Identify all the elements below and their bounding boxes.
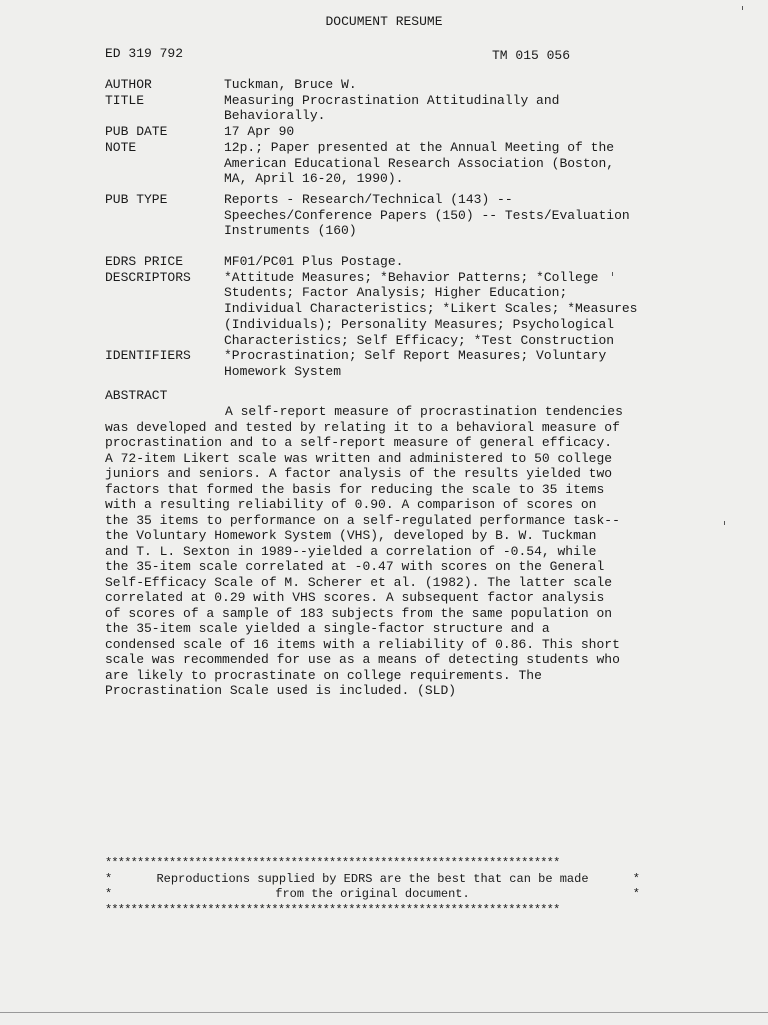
field-label: AUTHOR — [105, 77, 152, 92]
reproduction-notice — [105, 856, 640, 918]
field-value: Reports - Research/Technical (143) -- Speeches/Conference Papers (150) -- Tests/Evaluation Instruments (160) — [224, 191, 630, 239]
field-label: TITLE — [105, 92, 145, 108]
field-value: Tuckman, Bruce W. — [224, 77, 357, 92]
tm-number: TM 015 056 — [492, 48, 571, 63]
notice-line-1: Reproductions supplied by EDRS are the best that can be made — [156, 871, 589, 886]
metadata-fields — [105, 77, 645, 380]
notice-star: * — [632, 887, 640, 901]
field-label: EDRS PRICE — [105, 254, 184, 270]
field-label: DESCRIPTORS — [105, 269, 191, 285]
field-edrs-price — [105, 254, 645, 270]
field-label: IDENTIFIERS — [105, 348, 191, 364]
field-title — [105, 93, 645, 124]
field-label: NOTE — [105, 139, 137, 155]
scan-bottom-edge — [0, 1012, 768, 1025]
field-note — [105, 140, 645, 187]
field-label: PUB DATE — [105, 124, 168, 140]
notice-star: * — [105, 871, 113, 886]
notice-border-top: *********************************************************************** — [105, 856, 560, 870]
notice-border-bottom: *********************************************************************** — [105, 902, 560, 917]
scan-mark — [742, 6, 743, 10]
abstract-label: ABSTRACT — [105, 388, 168, 403]
notice-line — [105, 872, 640, 888]
field-pub-date — [105, 124, 645, 140]
ed-number: ED 319 792 — [105, 46, 184, 61]
scan-mark — [724, 521, 725, 525]
field-value: MF01/PC01 Plus Postage. — [224, 254, 404, 270]
field-pub-type — [105, 192, 645, 239]
field-value: *Attitude Measures; *Behavior Patterns; *College Students; Factor Analysis; Higher Education; Individual Characteristics; *Likert Scales; *Measures (Individuals); Personality Measures; Psychological Characteristics; Self Efficacy; *Test Construction — [224, 269, 638, 348]
scan-mark — [612, 272, 613, 276]
notice-star: * — [632, 871, 640, 886]
field-value: *Procrastination; Self Report Measures; Voluntary Homework System — [224, 348, 607, 379]
notice-line — [105, 887, 640, 903]
document-heading: DOCUMENT RESUME — [325, 14, 443, 29]
field-label: PUB TYPE — [105, 191, 168, 207]
notice-line-2: from the original document. — [275, 887, 470, 901]
field-value: 17 Apr 90 — [224, 124, 295, 140]
field-descriptors — [105, 270, 645, 349]
field-identifiers — [105, 348, 645, 379]
abstract-text: A self-report measure of procrastination tendencies was developed and tested by relating it to a behavioral measure of procrastination and to a self-report measure of general efficacy. A 72-item Likert scale was written and administered to 50 college juniors and seniors. A factor analysis of the results yielded two factors that formed the basis for reducing the scale to 35 items with a resulting reliability of 0.90. A comparison of scores on the 35 items to performance on a self-regulated performance task--the Voluntary Homework System (VHS), developed by B. W. Tuckman and T. L. Sexton in 1989--yielded a correlation of -0.54, while the 35-item scale correlated at -0.47 with scores on the General Self-Efficacy Scale of M. Scherer et al. (1982). The latter scale correlated at 0.29 with VHS scores. A subsequent factor analysis of scores of a sample of 183 subjects from the same population on the 35-item scale yielded a single-factor structure and a condensed scale of 16 items with a reliability of 0.86. This short scale was recommended for use as a means of detecting students who are likely to procrastinate on college requirements. The Procrastination Scale used is included. (SLD) — [105, 404, 623, 698]
field-author — [105, 77, 645, 93]
field-value: Measuring Procrastination Attitudinally and Behaviorally. — [224, 92, 560, 124]
notice-star: * — [105, 887, 113, 901]
field-value: 12p.; Paper presented at the Annual Meeting of the American Educational Research Association (Boston, MA, April 16-20, 1990). — [224, 139, 615, 187]
